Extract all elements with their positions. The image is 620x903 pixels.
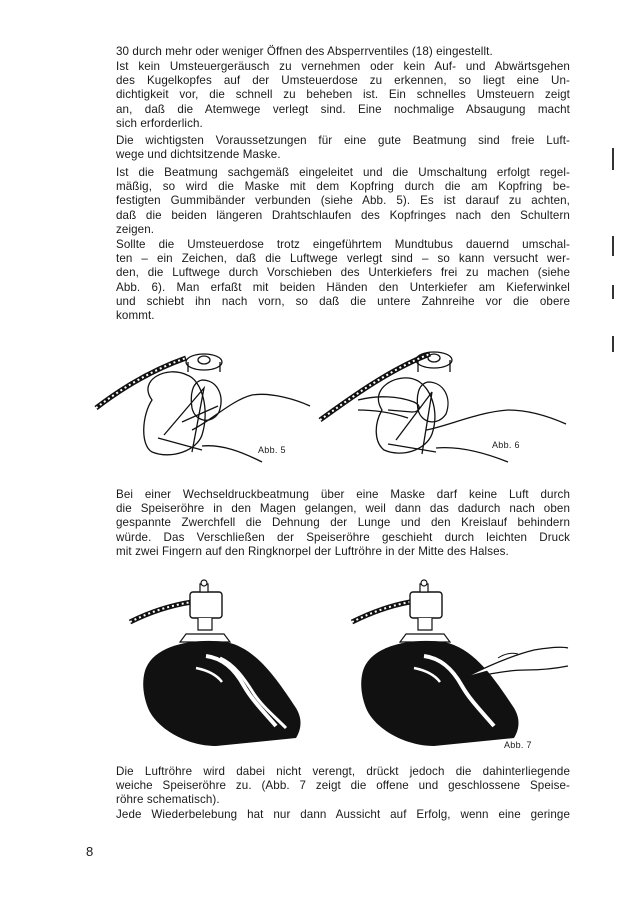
text-line: Abb. 6). Man erfaßt mit beiden Händen den Unterkiefer am Kieferwinkel	[116, 280, 570, 294]
text-line: Sollte die Umsteuerdose trotz eingeführtem Mundtubus dauernd umschal-	[116, 238, 570, 251]
page-number: 8	[86, 844, 94, 859]
figure-abb-6	[318, 340, 568, 465]
text-line: mit zwei Fingern auf den Ringknorpel der Luftröhre in der Mitte des Halses.	[116, 544, 509, 558]
text-line: 30 durch mehr oder weniger Öffnen des Absperrventiles (18) eingestellt.	[116, 45, 493, 58]
paragraph-4	[116, 166, 570, 237]
margin-line-2	[612, 236, 614, 256]
figure-abb-7-open	[126, 578, 326, 748]
text-line: ten – ein Zeichen, daß die Luftwege verlegt sind – so kann versucht wer-	[116, 252, 570, 266]
margin-line-3	[612, 285, 614, 299]
paragraph-6	[116, 488, 570, 559]
text-line: sich erforderlich.	[116, 116, 203, 130]
paragraph-8	[116, 808, 570, 822]
text-line: des Kugelkopfes auf der Umsteuerdose zu erkennen, so liegt eine Un-	[116, 74, 570, 88]
text-line: kommt.	[116, 309, 155, 323]
text-line: den, die Luftwege durch Vorschieben des Unterkiefers frei zu machen (siehe	[116, 266, 570, 280]
margin-line-4	[612, 336, 614, 352]
paragraph-5	[116, 238, 570, 323]
caption-abb-6: Abb. 6	[492, 440, 520, 450]
paragraph-7	[116, 765, 570, 808]
paragraph-1	[116, 45, 570, 59]
text-line: Ist kein Umsteuergeräusch zu vernehmen oder kein Auf- und Abwärtsgehen	[116, 60, 570, 73]
text-line: gespannte Zwerchfell die Dehnung der Lunge und den Kreislauf behindern	[116, 516, 570, 530]
text-line: Die Luftröhre wird dabei nicht verengt, drückt jedoch die dahinterliegende	[116, 765, 570, 778]
text-line: festigten Gummibänder verbunden (siehe Abb. 5). Es ist darauf zu achten,	[116, 194, 570, 208]
text-line: weiche Speiseröhre zu. (Abb. 7 zeigt die offene und geschlossene Speise-	[116, 779, 570, 793]
text-line: Ist die Beatmung sachgemäß eingeleitet und die Umschaltung erfolgt regel-	[116, 166, 570, 179]
text-line: Jede Wiederbelebung hat nur dann Aussicht auf Erfolg, wenn eine geringe	[116, 808, 570, 821]
paragraph-2	[116, 60, 570, 131]
text-line: röhre schematisch).	[116, 793, 220, 807]
caption-abb-7: Abb. 7	[504, 740, 532, 750]
text-line: Bei einer Wechseldruckbeatmung über eine Maske darf keine Luft durch	[116, 488, 570, 501]
text-line: dichtigkeit vor, die schnell zu beheben ist. Ein schnelles Umsteuern zeigt	[116, 88, 570, 102]
margin-line-1	[612, 148, 614, 170]
text-line: an, daß die Atemwege verlegt sind. Eine nochmalige Absaugung macht	[116, 102, 570, 116]
text-line: die Speiseröhre in den Magen gelangen, weil dann das dadurch nach oben	[116, 502, 570, 516]
text-line: und schiebt ihn nach vorn, so daß die untere Zahnreihe vor die obere	[116, 294, 570, 308]
text-line: wege und dichtsitzende Maske.	[116, 148, 281, 162]
caption-abb-5: Abb. 5	[258, 445, 286, 455]
text-line: daß die beiden längeren Drahtschlaufen des Kopfringes nach den Schultern	[116, 208, 570, 222]
text-line: mäßig, so wird die Maske mit dem Kopfring durch die am Kopfring be-	[116, 180, 570, 194]
figure-abb-7-closed	[348, 578, 570, 748]
text-line: Die wichtigsten Voraussetzungen für eine gute Beatmung sind freie Luft-	[116, 134, 570, 147]
text-line: zeigen.	[116, 222, 155, 236]
paragraph-3	[116, 134, 570, 162]
text-line: würde. Das Verschließen der Speiseröhre geschieht durch leichten Druck	[116, 530, 570, 544]
